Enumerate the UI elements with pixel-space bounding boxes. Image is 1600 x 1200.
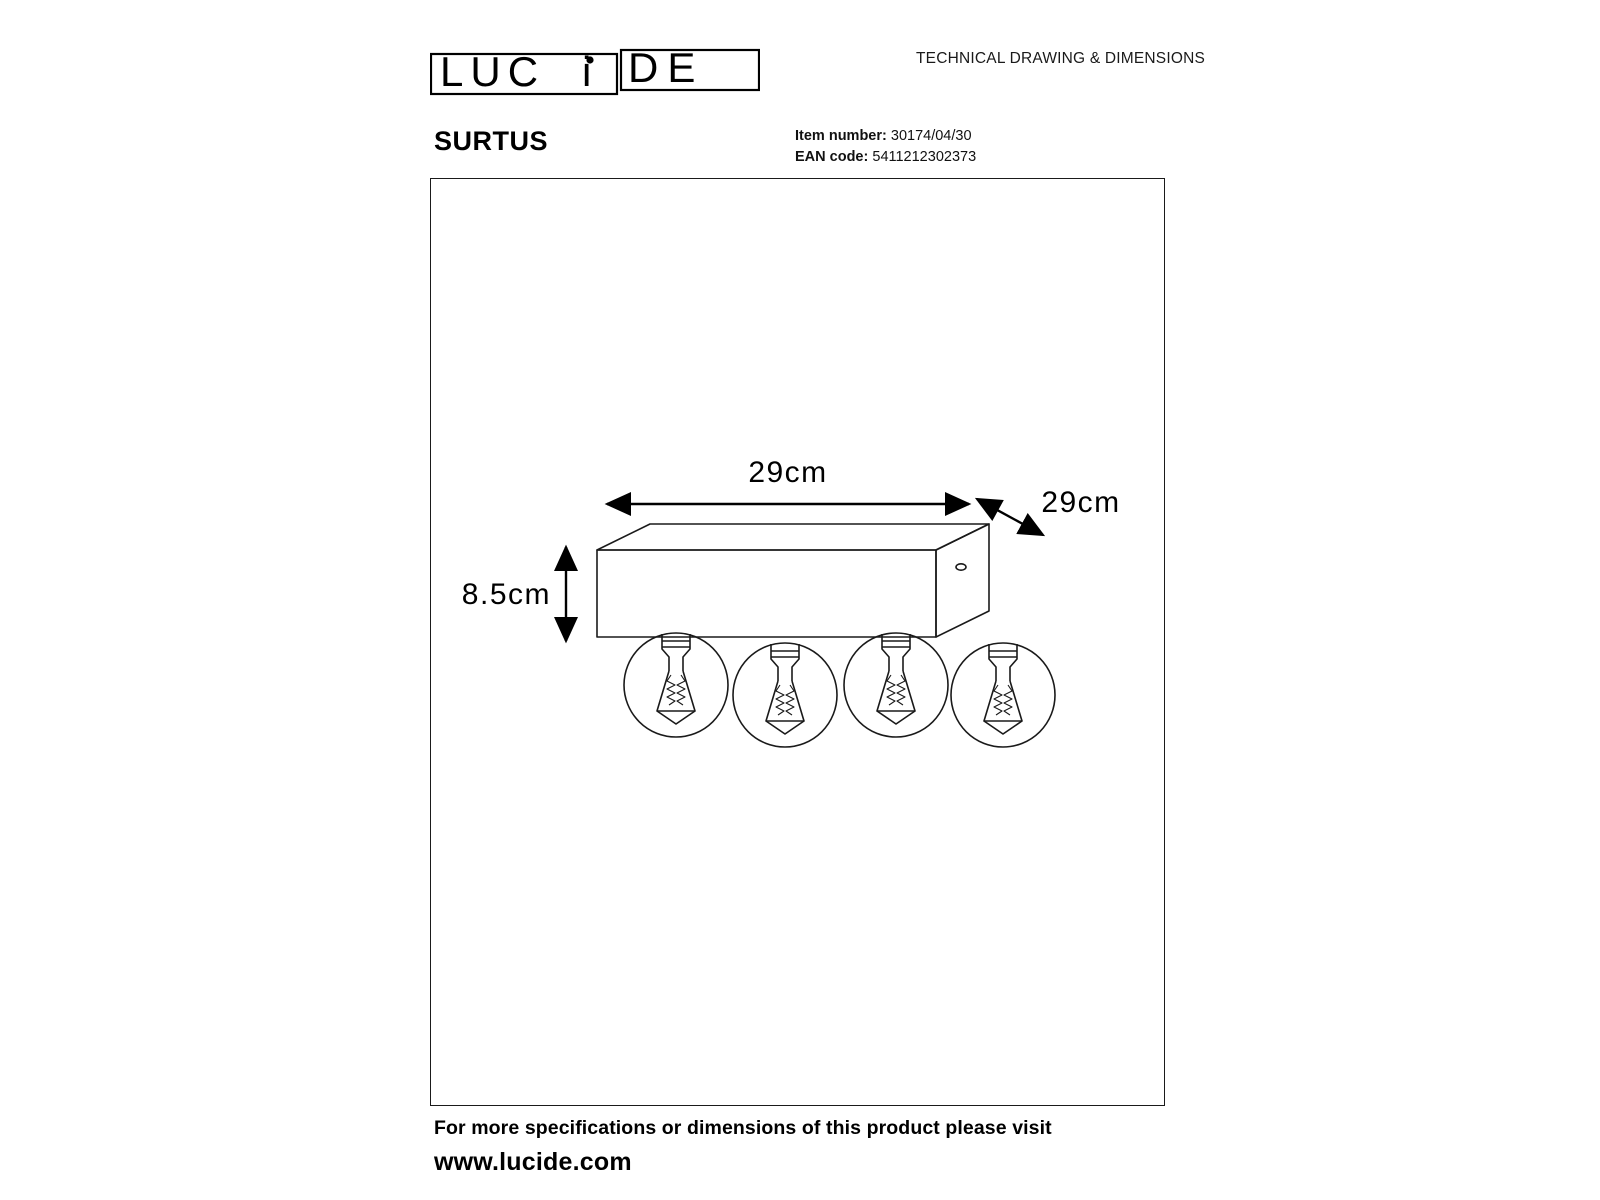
dimension-depth-label: 29cm bbox=[1041, 486, 1121, 519]
item-number-label: Item number: bbox=[795, 128, 887, 144]
svg-text:LUC: LUC bbox=[440, 48, 546, 95]
lucide-logo bbox=[430, 48, 760, 96]
item-number-value: 30174/04/30 bbox=[890, 128, 972, 144]
footer-text: For more specifications or dimensions of this product please visit bbox=[434, 1117, 1052, 1139]
ean-label: EAN code bbox=[795, 149, 864, 165]
footer-website[interactable]: www.lucide.com bbox=[434, 1148, 632, 1176]
page-title: SURTUS bbox=[434, 126, 549, 156]
ean-row bbox=[795, 147, 976, 168]
ean-value: 5411212302373 bbox=[872, 149, 977, 165]
svg-text:DE: DE bbox=[628, 48, 705, 91]
ean-separator: : bbox=[863, 149, 869, 165]
dimension-height-label: 8.5cm bbox=[461, 578, 551, 611]
technical-drawing-frame bbox=[430, 178, 1165, 1106]
header-caption: TECHNICAL DRAWING & DIMENSIONS bbox=[916, 50, 1206, 67]
svg-text:i: i bbox=[582, 48, 592, 95]
item-number-row bbox=[795, 126, 976, 147]
dimension-width-label: 29cm bbox=[748, 456, 828, 489]
product-meta bbox=[795, 126, 976, 168]
